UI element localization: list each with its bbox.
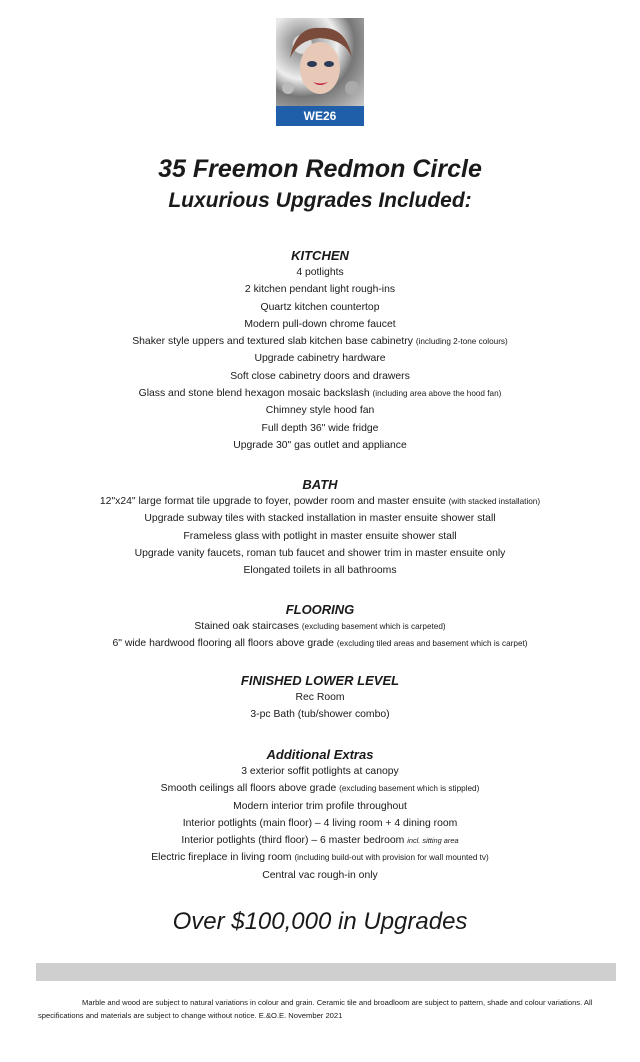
item-text: Modern interior trim profile throughout bbox=[233, 800, 407, 812]
section-kitchen bbox=[0, 247, 640, 454]
item-text: Quartz kitchen countertop bbox=[260, 301, 380, 313]
item-text: Interior potlights (main floor) – 4 living room + 4 dining room bbox=[182, 817, 458, 829]
list-item bbox=[0, 815, 640, 832]
section-heading: FINISHED LOWER LEVEL bbox=[240, 673, 400, 688]
item-text: Upgrade vanity faucets, roman tub faucet and shower trim in master ensuite only bbox=[134, 547, 506, 559]
section-bath bbox=[0, 476, 640, 579]
item-note: (including 2-tone colours) bbox=[415, 337, 508, 347]
list-item bbox=[0, 832, 640, 849]
list-item bbox=[0, 420, 640, 437]
disclaimer-text: Marble and wood are subject to natural variations in colour and grain. Ceramic tile and broadloom are subject to pattern, shade and colour variations. All specifications and materials are subject to change without notice. E.&O.E. November 2021 bbox=[38, 998, 593, 1020]
section-heading: Additional Extras bbox=[266, 747, 374, 762]
item-text: Soft close cabinetry doors and drawers bbox=[230, 370, 410, 382]
logo-label: WE26 bbox=[276, 106, 364, 126]
list-item bbox=[0, 528, 640, 545]
item-text: Rec Room bbox=[295, 692, 345, 703]
list-item bbox=[0, 437, 640, 454]
item-text: Upgrade subway tiles with stacked installation in master ensuite shower stall bbox=[144, 513, 496, 525]
brand-logo bbox=[276, 18, 364, 126]
page-title: 35 Freemon Redmon Circle bbox=[158, 155, 482, 183]
item-note: (excluding tiled areas and basement which is carpet) bbox=[336, 639, 528, 649]
list-item bbox=[0, 545, 640, 562]
item-text: Smooth ceilings all floors above grade bbox=[160, 783, 340, 795]
item-note: (including build-out with provision for wall mounted tv) bbox=[294, 853, 489, 863]
list-item bbox=[0, 618, 640, 635]
list-item bbox=[0, 689, 640, 706]
list-item bbox=[0, 867, 640, 884]
section-heading: FLOORING bbox=[285, 602, 355, 617]
list-item bbox=[0, 798, 640, 815]
item-text: Frameless glass with potlight in master ensuite shower stall bbox=[183, 530, 457, 542]
item-note: (excluding basement which is stippled) bbox=[339, 784, 480, 794]
item-text: Glass and stone blend hexagon mosaic backslash bbox=[138, 388, 373, 400]
list-item bbox=[0, 562, 640, 579]
item-text: Central vac rough-in only bbox=[262, 869, 378, 881]
section-extras bbox=[0, 746, 640, 884]
list-item bbox=[0, 706, 640, 723]
page-subtitle: Luxurious Upgrades Included: bbox=[168, 189, 472, 212]
item-text: Modern pull-down chrome faucet bbox=[244, 318, 396, 330]
section-flooring bbox=[0, 601, 640, 653]
list-item bbox=[0, 368, 640, 385]
item-text: Stained oak staircases bbox=[194, 621, 302, 632]
list-item bbox=[0, 763, 640, 780]
item-text: 6" wide hardwood flooring all floors above grade bbox=[112, 638, 337, 650]
list-item bbox=[0, 780, 640, 797]
list-item bbox=[0, 264, 640, 281]
section-heading: KITCHEN bbox=[291, 248, 349, 263]
item-note: (with stacked installation) bbox=[448, 497, 541, 506]
list-item bbox=[0, 849, 640, 866]
item-list bbox=[0, 763, 640, 884]
list-item bbox=[0, 402, 640, 419]
list-item bbox=[0, 385, 640, 402]
upgrade-value-headline: Over $100,000 in Upgrades bbox=[172, 908, 468, 935]
list-item bbox=[0, 510, 640, 527]
item-text: Elongated toilets in all bathrooms bbox=[243, 565, 397, 577]
item-text: Upgrade 30" gas outlet and appliance bbox=[233, 439, 407, 451]
item-text: Upgrade cabinetry hardware bbox=[254, 353, 386, 365]
item-text: Shaker style uppers and textured slab kitchen base cabinetry bbox=[132, 336, 416, 348]
list-item bbox=[0, 635, 640, 652]
item-text: Chimney style hood fan bbox=[265, 405, 375, 417]
item-list bbox=[0, 264, 640, 454]
item-text: 12"x24" large format tile upgrade to foyer, powder room and master ensuite bbox=[99, 496, 449, 507]
item-text: 4 potlights bbox=[296, 267, 344, 278]
item-note: (excluding basement which is carpeted) bbox=[301, 622, 446, 631]
item-note: (including area above the hood fan) bbox=[372, 389, 502, 399]
list-item bbox=[0, 493, 640, 510]
item-text: 2 kitchen pendant light rough-ins bbox=[244, 284, 396, 296]
portrait-logo-image bbox=[276, 18, 364, 106]
item-text: Full depth 36" wide fridge bbox=[261, 422, 379, 434]
divider-bar bbox=[36, 963, 616, 981]
list-item bbox=[0, 299, 640, 316]
list-item bbox=[0, 316, 640, 333]
item-text: 3 exterior soffit potlights at canopy bbox=[241, 766, 399, 777]
section-heading: BATH bbox=[302, 477, 338, 492]
list-item bbox=[0, 333, 640, 350]
item-list bbox=[0, 493, 640, 579]
item-text: Interior potlights (third floor) – 6 master bedroom bbox=[181, 835, 408, 847]
list-item bbox=[0, 281, 640, 298]
section-lower-level bbox=[0, 672, 640, 724]
item-text: Electric fireplace in living room bbox=[151, 852, 295, 864]
item-note: incl. sitting area bbox=[407, 836, 459, 846]
list-item bbox=[0, 350, 640, 367]
item-list bbox=[0, 618, 640, 653]
item-list bbox=[0, 689, 640, 724]
item-text: 3-pc Bath (tub/shower combo) bbox=[250, 709, 390, 721]
